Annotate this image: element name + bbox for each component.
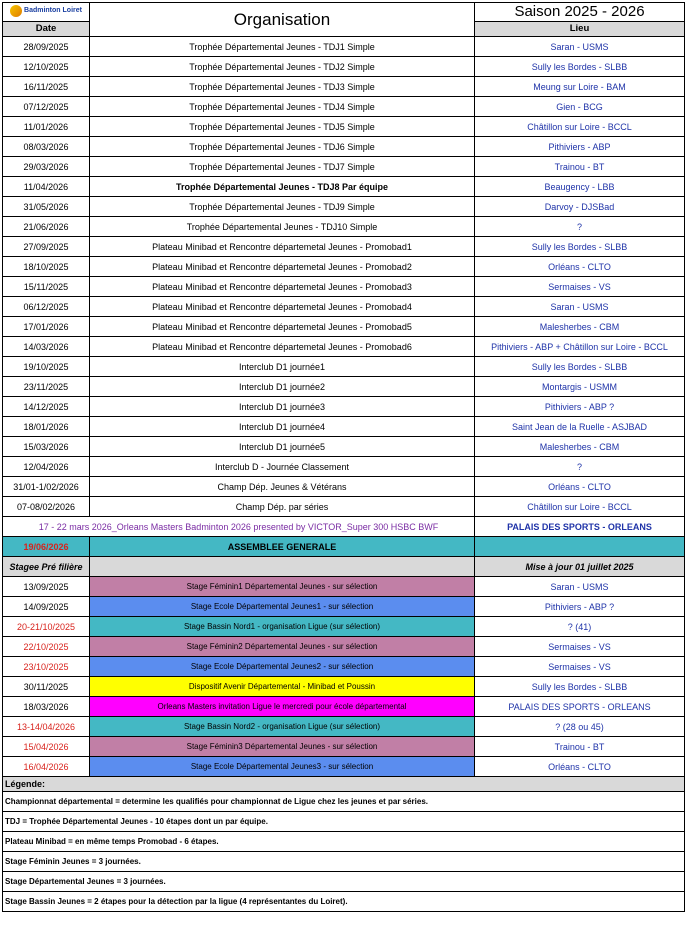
event-location: Pithiviers - ABP ? — [475, 397, 685, 417]
event-date: 29/03/2026 — [3, 157, 90, 177]
event-row — [3, 337, 685, 357]
stage-date: 18/03/2026 — [3, 697, 90, 717]
legend-row — [3, 832, 685, 852]
event-date: 11/01/2026 — [3, 117, 90, 137]
event-row — [3, 457, 685, 477]
event-row — [3, 237, 685, 257]
stage-location: Sermaises - VS — [475, 657, 685, 677]
legend-line: Championnat départemental = determine les qualifiés pour championnat de Ligue chez les jeunes et par séries. — [3, 792, 685, 812]
event-location: Châtillon sur Loire - BCCL — [475, 497, 685, 517]
event-name: Interclub D - Journée Classement — [90, 457, 475, 477]
stage-date: 15/04/2026 — [3, 737, 90, 757]
stage-row — [3, 717, 685, 737]
stage-name: Stage Ecole Départemental Jeunes2 - sur sélection — [90, 657, 475, 677]
stage-location: Saran - USMS — [475, 577, 685, 597]
stage-location: Orléans - CLTO — [475, 757, 685, 777]
schedule-table — [2, 2, 685, 912]
event-name: Champ Dép. par séries — [90, 497, 475, 517]
stage-row — [3, 597, 685, 617]
assemblee-location — [475, 537, 685, 557]
event-date: 27/09/2025 — [3, 237, 90, 257]
event-name: Plateau Minibad et Rencontre départemetal Jeunes - Promobad6 — [90, 337, 475, 357]
event-location: ? — [475, 457, 685, 477]
event-date: 07/12/2025 — [3, 97, 90, 117]
stage-location: PALAIS DES SPORTS - ORLEANS — [475, 697, 685, 717]
event-location: Malesherbes - CBM — [475, 317, 685, 337]
stage-row — [3, 677, 685, 697]
event-location: Orléans - CLTO — [475, 477, 685, 497]
stage-date: 20-21/10/2025 — [3, 617, 90, 637]
event-location: Châtillon sur Loire - BCCL — [475, 117, 685, 137]
event-row — [3, 217, 685, 237]
stage-location: Pithiviers - ABP ? — [475, 597, 685, 617]
stage-location: ? (41) — [475, 617, 685, 637]
legend-row — [3, 872, 685, 892]
stage-location: ? (28 ou 45) — [475, 717, 685, 737]
event-row — [3, 377, 685, 397]
event-date: 16/11/2025 — [3, 77, 90, 97]
event-location: Gien - BCG — [475, 97, 685, 117]
event-name: Trophée Départemental Jeunes - TDJ6 Simple — [90, 137, 475, 157]
event-date: 18/10/2025 — [3, 257, 90, 277]
stage-row — [3, 577, 685, 597]
stage-name: Stage Féminin1 Départemental Jeunes - sur sélection — [90, 577, 475, 597]
event-name: Plateau Minibad et Rencontre départemetal Jeunes - Promobad3 — [90, 277, 475, 297]
event-name: Trophée Départemental Jeunes - TDJ2 Simple — [90, 57, 475, 77]
legend-line: Stage Féminin Jeunes = 3 journées. — [3, 852, 685, 872]
event-date: 21/06/2026 — [3, 217, 90, 237]
event-location: Sermaises - VS — [475, 277, 685, 297]
event-date: 28/09/2025 — [3, 37, 90, 57]
shuttlecock-icon — [10, 5, 22, 17]
event-name: Interclub D1 journée2 — [90, 377, 475, 397]
stages-header-spacer — [90, 557, 475, 577]
stage-date: 13-14/04/2026 — [3, 717, 90, 737]
event-name: Interclub D1 journée5 — [90, 437, 475, 457]
event-location: Darvoy - DJSBad — [475, 197, 685, 217]
legend-line: Stage Bassin Jeunes = 2 étapes pour la détection par la ligue (4 représentantes du Loiret). — [3, 892, 685, 912]
event-row — [3, 437, 685, 457]
event-location: Saran - USMS — [475, 297, 685, 317]
stage-name: Stage Ecole Départemental Jeunes3 - sur sélection — [90, 757, 475, 777]
legend-line: Stage Départemental Jeunes = 3 journées. — [3, 872, 685, 892]
event-row — [3, 197, 685, 217]
event-date: 14/03/2026 — [3, 337, 90, 357]
stage-date: 14/09/2025 — [3, 597, 90, 617]
event-date: 23/11/2025 — [3, 377, 90, 397]
event-location: Malesherbes - CBM — [475, 437, 685, 457]
stage-location: Sermaises - VS — [475, 637, 685, 657]
masters-event: 17 - 22 mars 2026_Orleans Masters Badminton 2026 presented by VICTOR_Super 300 HSBC BWF — [3, 517, 475, 537]
stage-name: Stage Ecole Départemental Jeunes1 - sur sélection — [90, 597, 475, 617]
event-location: Sully les Bordes - SLBB — [475, 57, 685, 77]
event-name: Trophée Départemental Jeunes - TDJ1 Simple — [90, 37, 475, 57]
stage-name: Stage Féminin2 Départemental Jeunes - sur sélection — [90, 637, 475, 657]
event-row — [3, 497, 685, 517]
legend-title-row — [3, 777, 685, 792]
stage-date: 22/10/2025 — [3, 637, 90, 657]
masters-location: PALAIS DES SPORTS - ORLEANS — [475, 517, 685, 537]
event-row — [3, 257, 685, 277]
event-date: 12/04/2026 — [3, 457, 90, 477]
event-row — [3, 397, 685, 417]
event-row — [3, 317, 685, 337]
event-date: 14/12/2025 — [3, 397, 90, 417]
update-date: Mise à jour 01 juillet 2025 — [475, 557, 685, 577]
event-date: 08/03/2026 — [3, 137, 90, 157]
event-date: 07-08/02/2026 — [3, 497, 90, 517]
event-name: Trophée Départemental Jeunes - TDJ4 Simple — [90, 97, 475, 117]
stage-location: Trainou - BT — [475, 737, 685, 757]
event-date: 31/01-1/02/2026 — [3, 477, 90, 497]
event-row — [3, 477, 685, 497]
event-location: ? — [475, 217, 685, 237]
event-name: Champ Dép. Jeunes & Vétérans — [90, 477, 475, 497]
legend-line: TDJ = Trophée Départemental Jeunes - 10 étapes dont un par équipe. — [3, 812, 685, 832]
event-row — [3, 177, 685, 197]
event-name: Trophée Départemental Jeunes - TDJ5 Simple — [90, 117, 475, 137]
event-name: Trophée Départemental Jeunes - TDJ9 Simple — [90, 197, 475, 217]
event-location: Montargis - USMM — [475, 377, 685, 397]
event-name: Plateau Minibad et Rencontre départemetal Jeunes - Promobad5 — [90, 317, 475, 337]
event-name: Plateau Minibad et Rencontre départemetal Jeunes - Promobad4 — [90, 297, 475, 317]
event-location: Beaugency - LBB — [475, 177, 685, 197]
stage-location: Sully les Bordes - SLBB — [475, 677, 685, 697]
stage-row — [3, 637, 685, 657]
stage-row — [3, 757, 685, 777]
stage-row — [3, 657, 685, 677]
column-header-date: Date — [3, 22, 90, 37]
event-date: 11/04/2026 — [3, 177, 90, 197]
event-location: Trainou - BT — [475, 157, 685, 177]
page-title: Organisation — [90, 3, 475, 37]
assemblee-label: ASSEMBLEE GENERALE — [90, 537, 475, 557]
stage-row — [3, 697, 685, 717]
event-name: Plateau Minibad et Rencontre départemetal Jeunes - Promobad2 — [90, 257, 475, 277]
stage-name: Stage Féminin3 Départemental Jeunes - sur sélection — [90, 737, 475, 757]
event-location: Sully les Bordes - SLBB — [475, 357, 685, 377]
event-date: 12/10/2025 — [3, 57, 90, 77]
assemblee-row — [3, 537, 685, 557]
event-date: 31/05/2026 — [3, 197, 90, 217]
stage-name: Stage Bassin Nord1 - organisation Ligue (sur sélection) — [90, 617, 475, 637]
event-location: Sully les Bordes - SLBB — [475, 237, 685, 257]
stage-row — [3, 737, 685, 757]
stage-name: Dispositif Avenir Départemental - Minibad et Poussin — [90, 677, 475, 697]
event-row — [3, 297, 685, 317]
event-row — [3, 157, 685, 177]
event-date: 06/12/2025 — [3, 297, 90, 317]
badminton-loiret-logo: Badminton Loiret — [10, 5, 82, 17]
stage-date: 16/04/2026 — [3, 757, 90, 777]
header-row — [3, 3, 685, 22]
column-header-lieu: Lieu — [475, 22, 685, 37]
event-row — [3, 277, 685, 297]
event-date: 19/10/2025 — [3, 357, 90, 377]
event-name: Interclub D1 journée4 — [90, 417, 475, 437]
event-name: Interclub D1 journée1 — [90, 357, 475, 377]
stage-date: 30/11/2025 — [3, 677, 90, 697]
event-location: Pithiviers - ABP — [475, 137, 685, 157]
event-date: 15/11/2025 — [3, 277, 90, 297]
event-location: Pithiviers - ABP + Châtillon sur Loire - BCCL — [475, 337, 685, 357]
logo-cell — [3, 3, 90, 22]
stage-date: 23/10/2025 — [3, 657, 90, 677]
assemblee-date: 19/06/2026 — [3, 537, 90, 557]
event-name: Trophée Départemental Jeunes - TDJ3 Simple — [90, 77, 475, 97]
event-row — [3, 137, 685, 157]
event-row — [3, 117, 685, 137]
event-date: 15/03/2026 — [3, 437, 90, 457]
event-location: Saran - USMS — [475, 37, 685, 57]
season-label: Saison 2025 - 2026 — [475, 3, 685, 22]
event-row — [3, 357, 685, 377]
event-row — [3, 417, 685, 437]
event-name: Trophée Départemental Jeunes - TDJ8 Par équipe — [90, 177, 475, 197]
stage-date: 13/09/2025 — [3, 577, 90, 597]
event-date: 17/01/2026 — [3, 317, 90, 337]
event-name: Interclub D1 journée3 — [90, 397, 475, 417]
event-name: Trophée Départemental Jeunes - TDJ10 Simple — [90, 217, 475, 237]
event-row — [3, 97, 685, 117]
event-location: Orléans - CLTO — [475, 257, 685, 277]
legend-row — [3, 792, 685, 812]
event-row — [3, 37, 685, 57]
legend-row — [3, 852, 685, 872]
masters-row — [3, 517, 685, 537]
stage-name: Stage Bassin Nord2 - organisation Ligue (sur sélection) — [90, 717, 475, 737]
event-name: Trophée Départemental Jeunes - TDJ7 Simple — [90, 157, 475, 177]
event-location: Meung sur Loire - BAM — [475, 77, 685, 97]
stages-label: Stagee Pré filière — [3, 557, 90, 577]
event-row — [3, 77, 685, 97]
stage-name: Orleans Masters invitation Ligue le mercredi pour école départemental — [90, 697, 475, 717]
legend-row — [3, 892, 685, 912]
event-date: 18/01/2026 — [3, 417, 90, 437]
event-row — [3, 57, 685, 77]
legend-line: Plateau Minibad = en même temps Promobad - 6 étapes. — [3, 832, 685, 852]
event-name: Plateau Minibad et Rencontre départemetal Jeunes - Promobad1 — [90, 237, 475, 257]
event-location: Saint Jean de la Ruelle - ASJBAD — [475, 417, 685, 437]
legend-row — [3, 812, 685, 832]
stages-header-row — [3, 557, 685, 577]
legend-title: Légende: — [3, 777, 685, 792]
stage-row — [3, 617, 685, 637]
